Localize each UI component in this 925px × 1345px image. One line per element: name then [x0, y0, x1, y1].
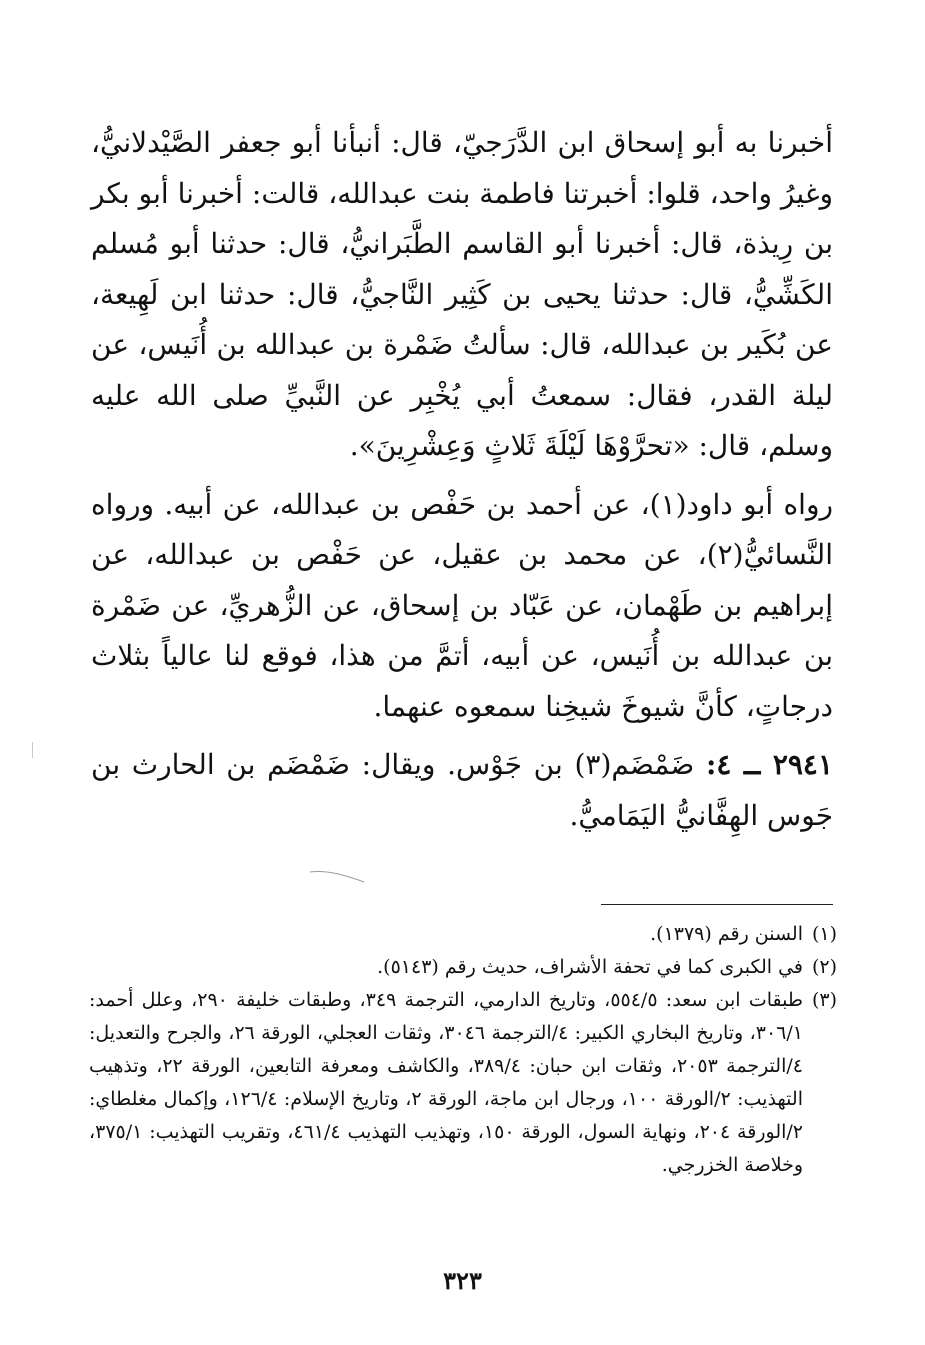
- page-number: ٣٢٣: [443, 1266, 482, 1295]
- entry-text: ضَمْضَم(٣) بن جَوْس. ويقال: ضَمْضَم بن الحارث بن جَوس الهِفَّانيُّ اليَمَاميُّ.: [91, 748, 833, 832]
- footnote-text: طبقات ابن سعد: ٥٥٤/٥، وتاريخ الدارمي، الترجمة ٣٤٩، وطبقات خليفة ٢٩٠، وعلل أحمد: ٣٠٦/١، وتاريخ البخاري الكبير: ٤/الترجمة ٣٠٤٦، وثقات العجلي، الورقة ٢٦، والجرح والتعديل: ٤/الترجمة ٢٠٥٣، وثقات ابن حبان: ٣٨٩/٤، والكاشف ومعرفة التابعين، الورقة ٢٢، وتذهيب التهذيب: ٢/الورقة ١٠٠، ورجال ابن ماجة، الورقة ٢، وتاريخ الإسلام: ١٢٦/٤، وإكمال مغلطاي: ٢/الورقة ٢٠٤، ونهاية السول، الورقة ١٥٠، وتهذيب التهذيب ٤٦١/٤، وتقريب التهذيب: ٣٧٥/١، وخلاصة الخزرجي.: [89, 989, 804, 1176]
- footnote-number: (٣): [811, 989, 837, 1011]
- footnotes: [89, 918, 837, 1182]
- paragraph-takhrij: رواه أبو داود(١)، عن أحمد بن حَفْص بن عبدالله، عن أبيه. ورواه النَّسائيُّ(٢)، عن محمد بن عقيل، عن حَفْص بن عبدالله، عن إبراهيم بن طَهْمان، عن عَبّاد بن إسحاق، عن الزُّهريِّ، عن ضَمْرة بن عبدالله بن أُنَيس، عن أبيه، أتمَّ من هذا، فوقع لنا عالياً بثلاث درجاتٍ، كأنَّ شيوخَ شيخِنا سمعوه عنهما.: [91, 487, 834, 723]
- footnote-number: (٢): [811, 956, 837, 978]
- entry-number: ٢٩٤١ ــ ٤:: [705, 748, 833, 781]
- footnote-item: [89, 984, 837, 1182]
- paragraph-hadith: أخبرنا به أبو إسحاق ابن الدَّرَجيّ، قال: أنبأنا أبو جعفر الصَّيْدلانيُّ، وغيرُ واحد، قلوا: أخبرتنا فاطمة بنت عبدالله، قالت: أخبرنا أبو بكر بن رِيذة، قال: أخبرنا أبو القاسم الطَّبَرانيُّ، قال: حدثنا أبو مُسلم الكَشِّيُّ، قال: حدثنا يحيى بن كَثِير النَّاجيُّ، قال: حدثنا ابن لَهِيعة، عن بُكَير بن عبدالله، قال: سألتُ ضَمْرة بن عبدالله بن أُنَيس، عن ليلة القدر، فقال: سمعتُ أبي يُخْبِر عن النَّبيِّ صلى الله عليه وسلم، قال: «تحرَّوْهَا لَيْلَةَ ثَلاثٍ وَعِشْرِينَ».: [91, 126, 833, 462]
- scan-margin-mark: [32, 742, 33, 758]
- footnote-item: [89, 918, 837, 951]
- paragraph-entry: [91, 740, 833, 841]
- footnote-number: (١): [811, 923, 837, 945]
- footnote-text: في الكبرى كما في تحفة الأشراف، حديث رقم (٥١٤٣).: [377, 956, 803, 978]
- scan-smudge: [308, 868, 368, 884]
- footnote-item: [89, 951, 837, 984]
- main-text: [91, 118, 833, 849]
- footnote-separator: [601, 904, 833, 905]
- footnote-text: السنن رقم (١٣٧٩).: [650, 923, 803, 945]
